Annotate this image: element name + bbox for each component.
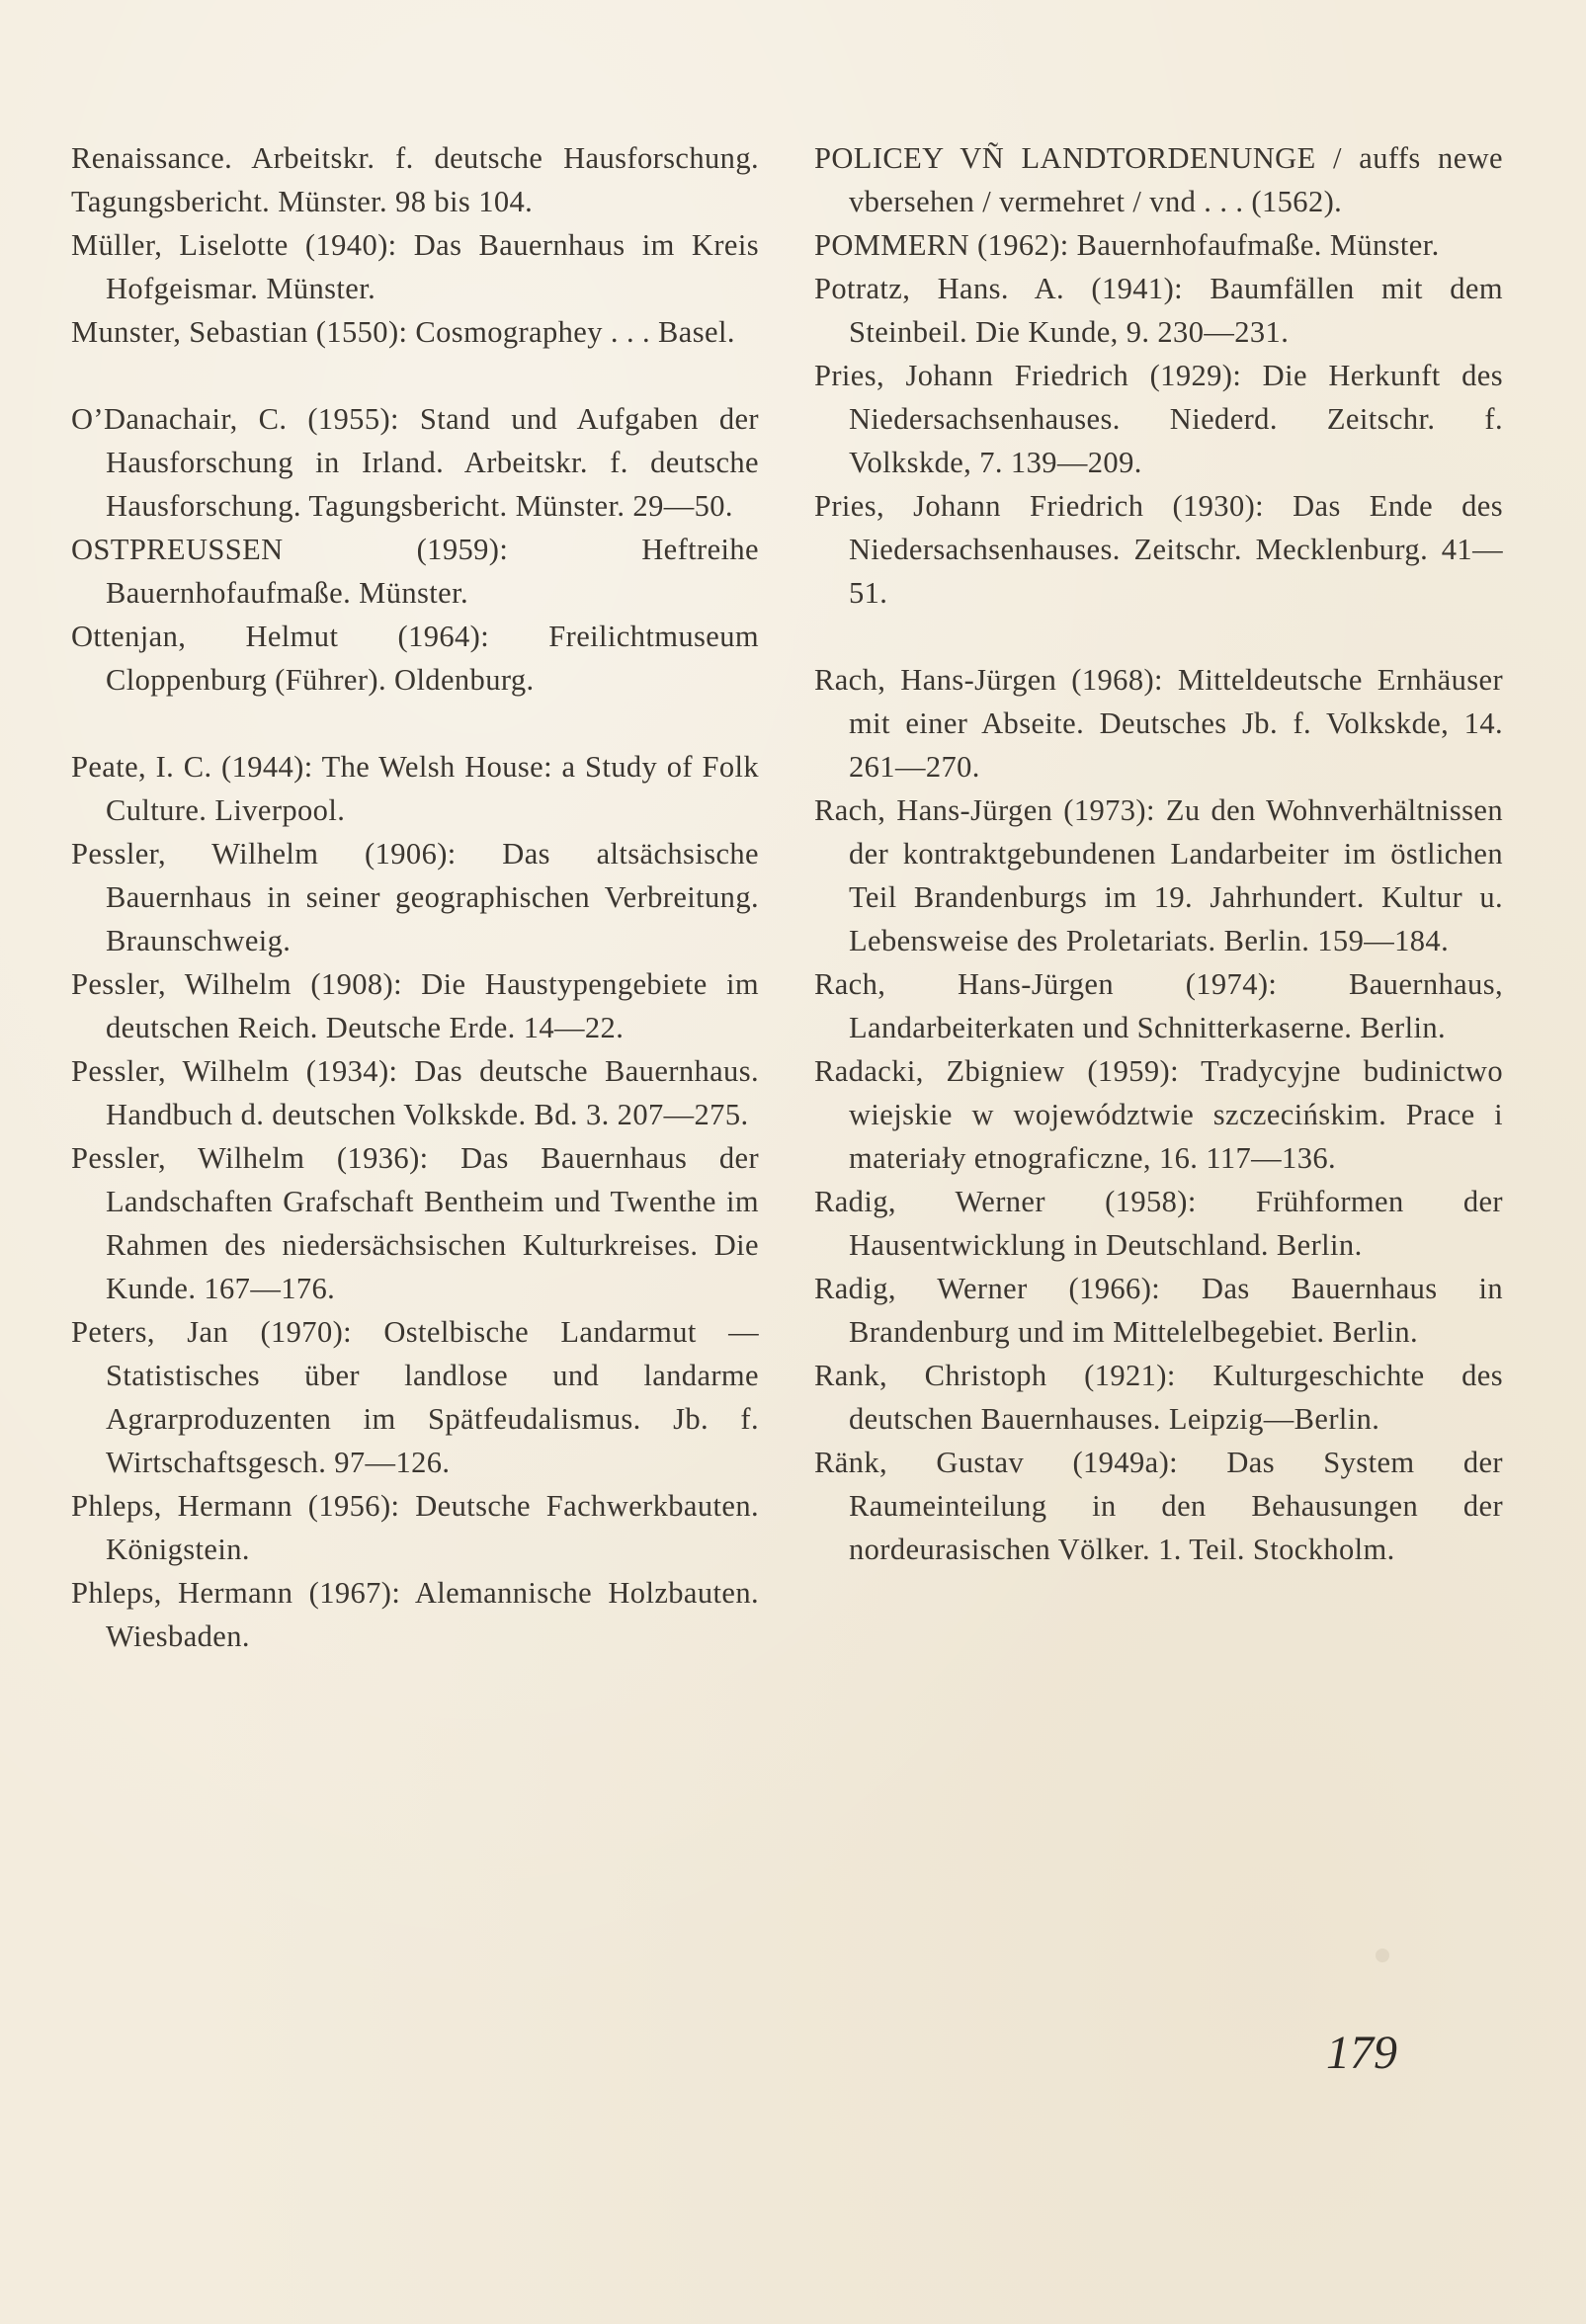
bibliography-entry: Radig, Werner (1958): Frühformen der Hausentwicklung in Deutschland. Berlin. — [814, 1185, 1503, 1262]
bibliography-entry: POMMERN (1962): Bauernhofaufmaße. Münster. — [814, 228, 1440, 262]
bibliography-entry: Phleps, Hermann (1956): Deutsche Fachwerkbauten. Königstein. — [71, 1489, 759, 1566]
bibliography-entry: Radacki, Zbigniew (1959): Tradycyjne budinictwo wiejskie w województwie szczecińskim. Prace i materiały etnograficzne, 16. 117—136. — [814, 1054, 1503, 1175]
section-gap — [71, 354, 759, 397]
bibliography-entry: Phleps, Hermann (1967): Alemannische Holzbauten. Wiesbaden. — [71, 1576, 759, 1653]
bibliography-entry: O’Danachair, C. (1955): Stand und Aufgaben der Hausforschung in Irland. Arbeitskr. f. deutsche Hausforschung. Tagungsbericht. Münster. 29—50. — [71, 402, 759, 523]
bibliography-entry: Rach, Hans-Jürgen (1968): Mitteldeutsche Ernhäuser mit einer Abseite. Deutsches Jb. f. Volkskde, 14. 261—270. — [814, 663, 1503, 784]
bibliography-entry: Pessler, Wilhelm (1936): Das Bauernhaus der Landschaften Grafschaft Bentheim und Twenthe im Rahmen des niedersächsischen Kulturkreises. Die Kunde. 167—176. — [71, 1141, 759, 1305]
bibliography-entry: Renaissance. Arbeitskr. f. deutsche Hausforschung. Tagungsbericht. Münster. 98 bis 104. — [71, 141, 759, 218]
section-gap — [814, 615, 1503, 658]
bibliography-entry: Ränk, Gustav (1949a): Das System der Raumeinteilung in den Behausungen der nordeurasischen Völker. 1. Teil. Stockholm. — [814, 1446, 1503, 1566]
bibliography-entry: Peate, I. C. (1944): The Welsh House: a Study of Folk Culture. Liverpool. — [71, 750, 759, 827]
left-column — [71, 136, 759, 1658]
bibliography-entry: Pessler, Wilhelm (1908): Die Haustypengebiete im deutschen Reich. Deutsche Erde. 14—22. — [71, 967, 759, 1044]
bibliography-entry: Rach, Hans-Jürgen (1973): Zu den Wohnverhältnissen der kontraktgebundenen Landarbeiter im östlichen Teil Brandenburgs im 19. Jahrhundert. Kultur u. Lebensweise des Proletariats. Berlin. 159—184. — [814, 793, 1503, 957]
paper-speck — [1376, 1949, 1389, 1962]
bibliography-entry: Pessler, Wilhelm (1906): Das altsächsische Bauernhaus in seiner geographischen Verbreitung. Braunschweig. — [71, 837, 759, 957]
bibliography-entry: OSTPREUSSEN (1959): Heftreihe Bauernhofaufmaße. Münster. — [71, 533, 759, 610]
page-number: 179 — [1326, 2027, 1397, 2079]
bibliography-entry: Müller, Liselotte (1940): Das Bauernhaus im Kreis Hofgeismar. Münster. — [71, 228, 759, 305]
bibliography-entry: Ottenjan, Helmut (1964): Freilichtmuseum Cloppenburg (Führer). Oldenburg. — [71, 620, 759, 697]
bibliography-entry: Pessler, Wilhelm (1934): Das deutsche Bauernhaus. Handbuch d. deutschen Volkskde. Bd. 3. 207—275. — [71, 1054, 759, 1131]
bibliography-entry: POLICEY VÑ LANDTORDENUNGE / auffs newe vbersehen / vermehret / vnd . . . (1562). — [814, 141, 1503, 218]
bibliography-entry: Peters, Jan (1970): Ostelbische Landarmut — Statistisches über landlose und landarme Agrarproduzenten im Spätfeudalismus. Jb. f. Wirtschaftsgesch. 97—126. — [71, 1315, 759, 1479]
bibliography-entry: Radig, Werner (1966): Das Bauernhaus in Brandenburg und im Mittelelbegebiet. Berlin. — [814, 1272, 1503, 1349]
bibliography-entry: Munster, Sebastian (1550): Cosmographey . . . Basel. — [71, 315, 735, 349]
bibliography-entry: Pries, Johann Friedrich (1930): Das Ende des Niedersachsenhauses. Zeitschr. Mecklenburg. 41—51. — [814, 489, 1503, 610]
right-column — [814, 136, 1503, 1571]
bibliography-entry: Potratz, Hans. A. (1941): Baumfällen mit dem Steinbeil. Die Kunde, 9. 230—231. — [814, 272, 1503, 349]
section-gap — [71, 702, 759, 745]
bibliography-entry: Rank, Christoph (1921): Kulturgeschichte des deutschen Bauernhauses. Leipzig—Berlin. — [814, 1359, 1503, 1436]
bibliography-entry: Pries, Johann Friedrich (1929): Die Herkunft des Niedersachsenhauses. Niederd. Zeitschr. f. Volkskde, 7. 139—209. — [814, 359, 1503, 479]
bibliography-entry: Rach, Hans-Jürgen (1974): Bauernhaus, Landarbeiterkaten und Schnitterkaserne. Berlin. — [814, 967, 1503, 1044]
